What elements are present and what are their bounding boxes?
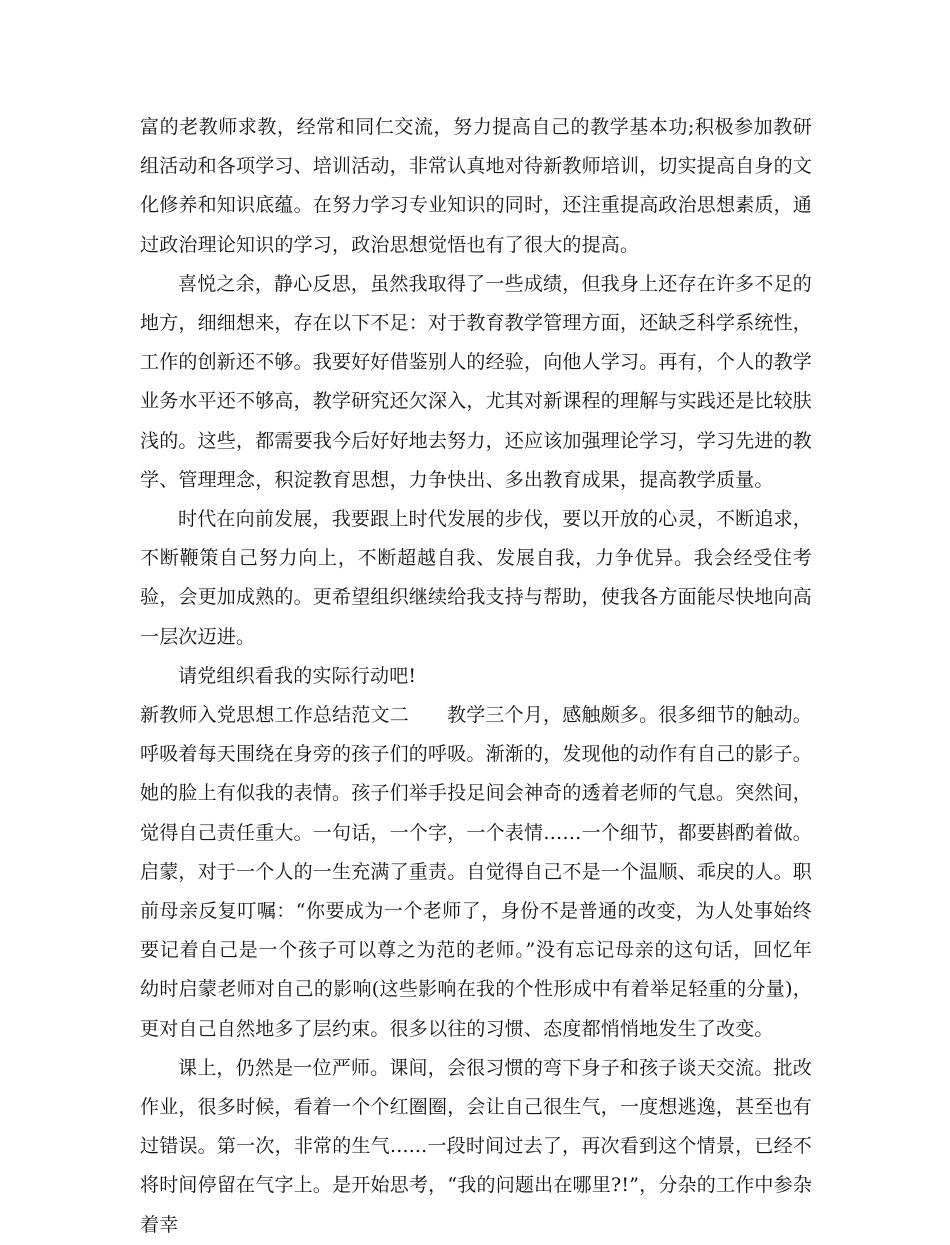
section-first-text: 教学三个月，感触颇多。很多细节的触动。呼吸着每天围绕在身旁的孩子们的呼吸。渐渐的，发现他的动作有自己的影子。她的脸上有似我的表情。孩子们举手投足间会神奇的透着老师的气息。突然间，觉得自己责任重大。一句话，一个字，一个表情……一个细节，都要斟酌着做。启蒙，对于一个人的一生充满了重责。自觉得自己不是一个温顺、乖戾的人。职前母亲反复叮嘱：“你要成为一个老师了，身份不是普通的改变，为人处事始终要记着自己是一个孩子可以尊之为范的老师。”没有忘记母亲的这句话，回忆年幼时启蒙老师对自己的影响(这些影响在我的个性形成中有着举足轻重的分量)，更对自己自然地多了层约束。很多以往的习惯、态度都悄悄地发生了改变。 (140, 704, 813, 1040)
paragraph-2: 喜悦之余，静心反思，虽然我取得了一些成绩，但我身上还存在许多不足的地方，细细想来，存在以下不足：对于教育教学管理方面，还缺乏科学系统性，工作的创新还不够。我要好好借鉴别人的经验，向他人学习。再有，个人的教学业务水平还不够高，教学研究还欠深入，尤其对新课程的理解与实践还是比较肤浅的。这些，都需要我今后好好地去努力，还应该加强理论学习，学习先进的教学、管理理念，积淀教育思想，力争快出、多出教育成果，提高教学质量。 (140, 272, 813, 491)
document-body (140, 108, 812, 1245)
paragraph-3: 时代在向前发展，我要跟上时代发展的步伐，要以开放的心灵，不断追求，不断鞭策自己努力向上，不断超越自我、发展自我，力争优异。我会经受住考验，会更加成熟的。更希望组织继续给我支持与帮助，使我各方面能尽快地向高一层次迈进。 (140, 508, 813, 648)
paragraph-last: 课上，仍然是一位严师。课间，会很习惯的弯下身子和孩子谈天交流。批改作业，很多时候，看着一个个红圈圈，会让自己很生气，一度想逃逸，甚至也有过错误。第一次，非常的生气......一段时间过去了，再次看到这个情景，已经不将时间停留在气字上。是开始思考，“我的问题出在哪里?!”，分杂的工作中参杂着幸 (140, 1056, 813, 1236)
paragraph-1: 富的老教师求教，经常和同仁交流，努力提高自己的教学基本功;积极参加教研组活动和各项学习、培训活动，非常认真地对待新教师培训，切实提高自身的文化修养和知识底蕴。在努力学习专业知识的同时，还注重提高政治思想素质，通过政治理论知识的学习，政治思想觉悟也有了很大的提高。 (140, 116, 813, 256)
paragraph-4: 请党组织看我的实际行动吧! (178, 664, 417, 687)
section-paragraph (140, 696, 812, 1049)
section-title: 新教师入党思想工作总结范文二 (140, 704, 409, 727)
